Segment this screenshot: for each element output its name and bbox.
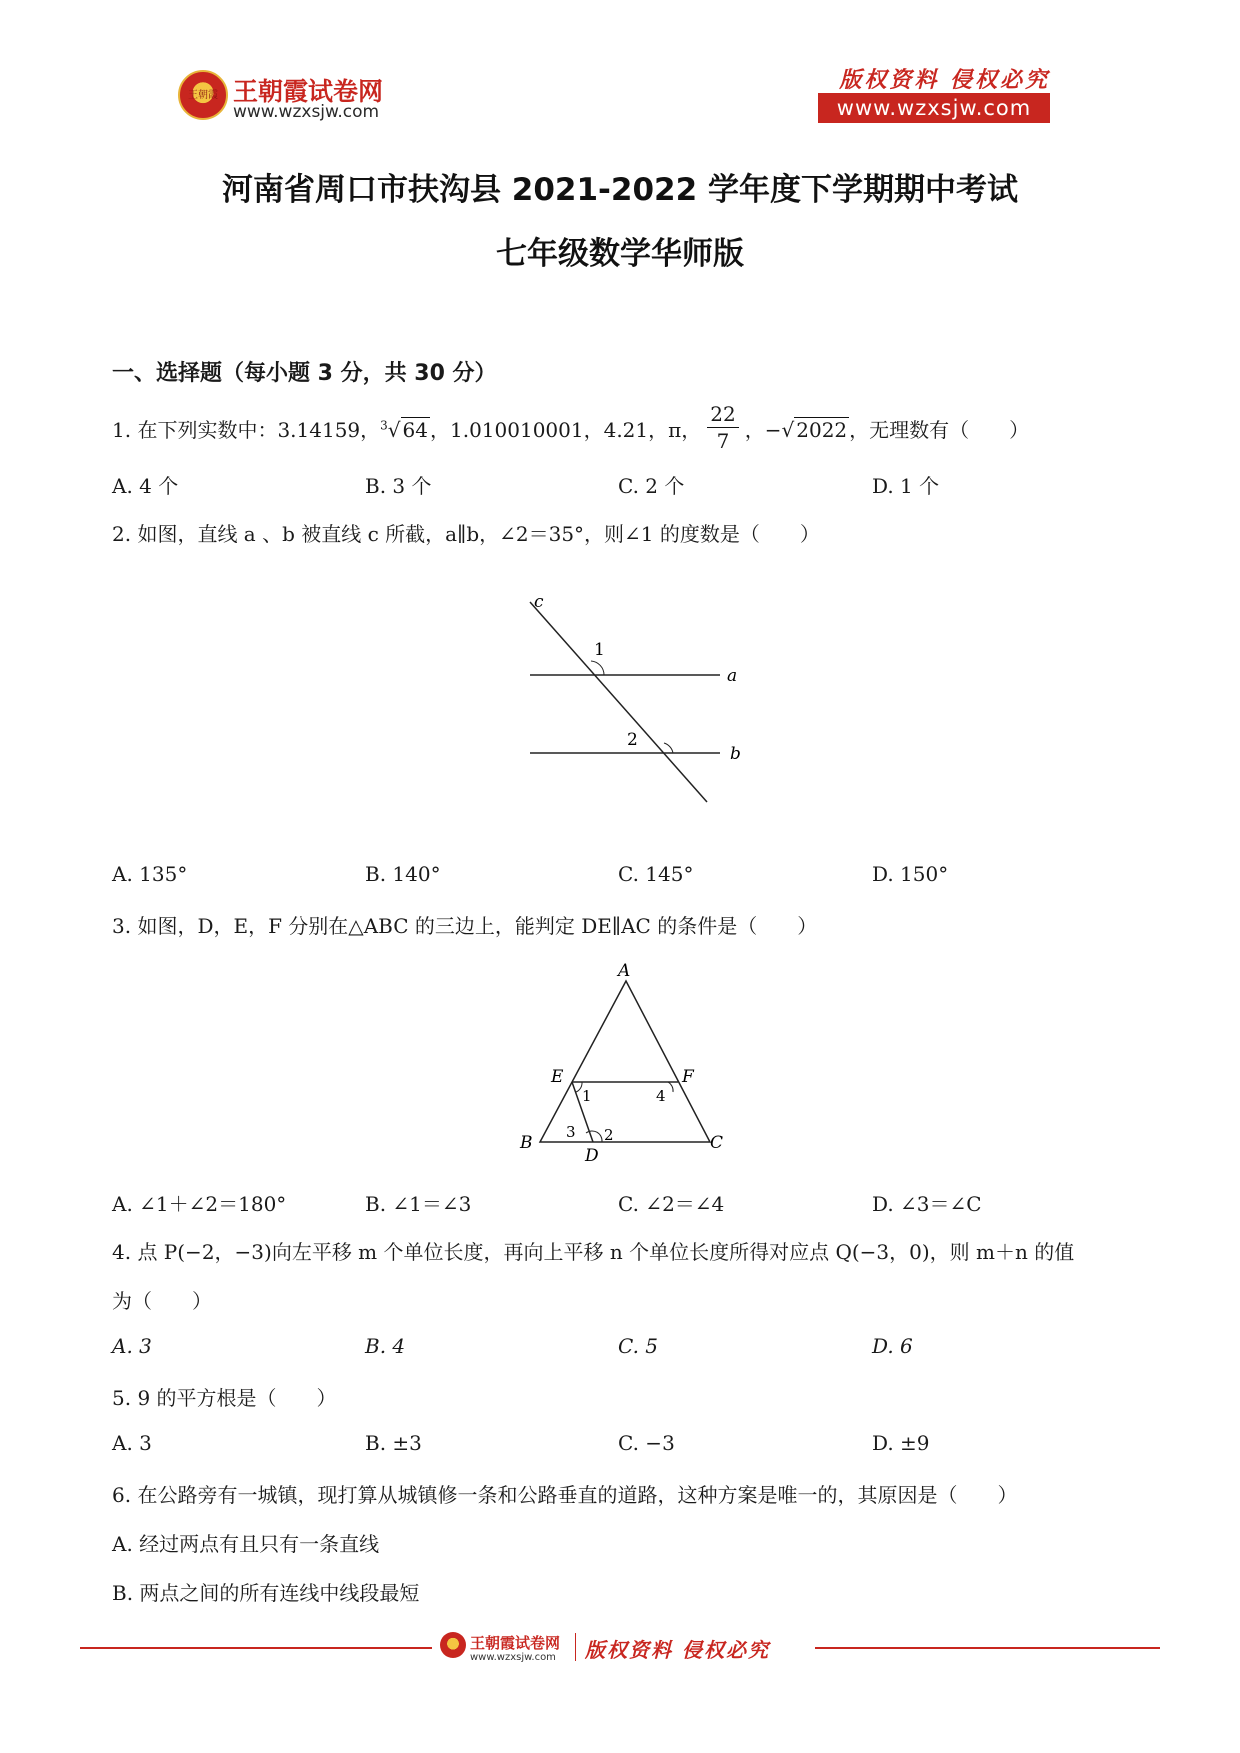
logo-seal-text: 王朝霞 xyxy=(188,90,218,101)
footer-copyright: 版权资料 侵权必究 xyxy=(585,1638,770,1662)
site-logo-seal xyxy=(178,70,228,120)
q1-cbrt-radicand: 64 xyxy=(402,418,428,442)
question-3: 3. 如图，D，E，F 分别在△ABC 的三边上，能判定 DE∥AC 的条件是（ ） xyxy=(112,914,818,938)
label-C: C xyxy=(710,1133,724,1153)
label-angle-1: 1 xyxy=(594,640,605,660)
q5-option-c: C. −3 xyxy=(618,1431,675,1455)
question-5: 5. 9 的平方根是（ ） xyxy=(112,1386,337,1410)
q1-option-b: B. 3 个 xyxy=(365,474,432,498)
q4-option-a: A. 3 xyxy=(112,1334,152,1358)
q1-option-c: C. 2 个 xyxy=(618,474,685,498)
q2-option-b: B. 140° xyxy=(365,862,441,886)
q1-cbrt-index: 3 xyxy=(380,418,388,433)
q1-text-b: ，1.010010001，4.21，π， xyxy=(430,418,702,442)
q1-option-a: A. 4 个 xyxy=(112,474,179,498)
site-name: 王朝霞试卷网 xyxy=(233,77,384,106)
q5-option-d: D. ±9 xyxy=(872,1431,930,1455)
q2-figure-parallel-lines xyxy=(490,590,770,820)
label-angle-2: 2 xyxy=(627,730,638,750)
footer-rule-right xyxy=(815,1647,1160,1649)
copyright-notice: 版权资料 侵权必究 xyxy=(839,67,1050,93)
site-url: www.wzxsjw.com xyxy=(233,102,380,122)
label-A: A xyxy=(618,961,631,981)
q1-text-c: ， xyxy=(744,418,765,442)
q1-neg-sign: − xyxy=(764,418,782,442)
q4-option-d: D. 6 xyxy=(872,1334,913,1358)
label-3: 3 xyxy=(566,1123,576,1141)
q5-option-a: A. 3 xyxy=(112,1431,152,1455)
label-B: B xyxy=(520,1133,533,1153)
question-2: 2. 如图，直线 a 、b 被直线 c 所截，a∥b，∠2＝35°，则∠1 的度数是（ ） xyxy=(112,522,820,546)
question-6: 6. 在公路旁有一城镇，现打算从城镇修一条和公路垂直的道路，这种方案是唯一的，其原因是（ ） xyxy=(112,1483,1018,1507)
q1-sqrt-radicand: 2022 xyxy=(796,418,848,442)
q3-option-d: D. ∠3＝∠C xyxy=(872,1192,982,1216)
q3-option-a: A. ∠1＋∠2＝180° xyxy=(112,1192,287,1216)
footer-logo-seal xyxy=(440,1632,466,1658)
q4-option-c: C. 5 xyxy=(618,1334,659,1358)
footer-rule-left xyxy=(80,1647,432,1649)
copyright-url-banner: www.wzxsjw.com xyxy=(818,93,1050,123)
q1-option-d: D. 1 个 xyxy=(872,474,940,498)
label-4: 4 xyxy=(656,1087,666,1105)
angle2-3-arc xyxy=(586,1131,602,1142)
q2-option-d: D. 150° xyxy=(872,862,949,886)
q1-fraction xyxy=(707,401,738,454)
label-1: 1 xyxy=(582,1087,592,1105)
triangle-abc xyxy=(540,981,710,1142)
label-E: E xyxy=(551,1067,564,1087)
label-b: b xyxy=(730,744,741,764)
footer-site-url: www.wzxsjw.com xyxy=(470,1652,556,1663)
angle4-arc xyxy=(668,1082,673,1092)
q1-text-a: 1. 在下列实数中：3.14159， xyxy=(112,418,381,442)
angle2-arc xyxy=(664,743,673,753)
q1-frac-num: 22 xyxy=(707,401,738,428)
q3-option-b: B. ∠1＝∠3 xyxy=(365,1192,472,1216)
q3-figure-triangle xyxy=(510,955,730,1170)
question-4-line-1: 4. 点 P(−2，−3)向左平移 m 个单位长度，再向上平移 n 个单位长度所得对应点 Q(−3，0)，则 m＋n 的值 xyxy=(112,1240,1075,1264)
label-a: a xyxy=(727,666,738,686)
footer-site-name: 王朝霞试卷网 xyxy=(470,1634,561,1652)
exam-title: 河南省周口市扶沟县 2021-2022 学年度下学期期中考试 xyxy=(221,172,1018,208)
q3-option-c: C. ∠2＝∠4 xyxy=(618,1192,725,1216)
q4-option-b: B. 4 xyxy=(365,1334,406,1358)
section-heading: 一、选择题（每小题 3 分，共 30 分） xyxy=(112,361,497,386)
footer-separator xyxy=(575,1633,576,1661)
label-D: D xyxy=(585,1146,599,1166)
q1-text-d: ，无理数有（ ） xyxy=(849,418,1030,442)
q6-option-b: B. 两点之间的所有连线中线段最短 xyxy=(112,1581,420,1605)
exam-subtitle: 七年级数学华师版 xyxy=(496,236,744,272)
label-c: c xyxy=(534,592,544,612)
line-c xyxy=(530,602,707,802)
q6-option-a: A. 经过两点有且只有一条直线 xyxy=(112,1532,380,1556)
label-F: F xyxy=(682,1067,694,1087)
q1-frac-den: 7 xyxy=(716,429,730,453)
label-2: 2 xyxy=(604,1126,614,1144)
question-1: 1. 在下列实数中：3.14159，$^3$√ 64 ，1.010010001，4.21，π， $\frac{22}{7}$ ，−√ 2022 ，无理数有（ ） xyxy=(112,402,1030,453)
q2-option-c: C. 145° xyxy=(618,862,694,886)
q2-option-a: A. 135° xyxy=(112,862,188,886)
question-4-line-2: 为（ ） xyxy=(112,1289,212,1313)
q5-option-b: B. ±3 xyxy=(365,1431,422,1455)
